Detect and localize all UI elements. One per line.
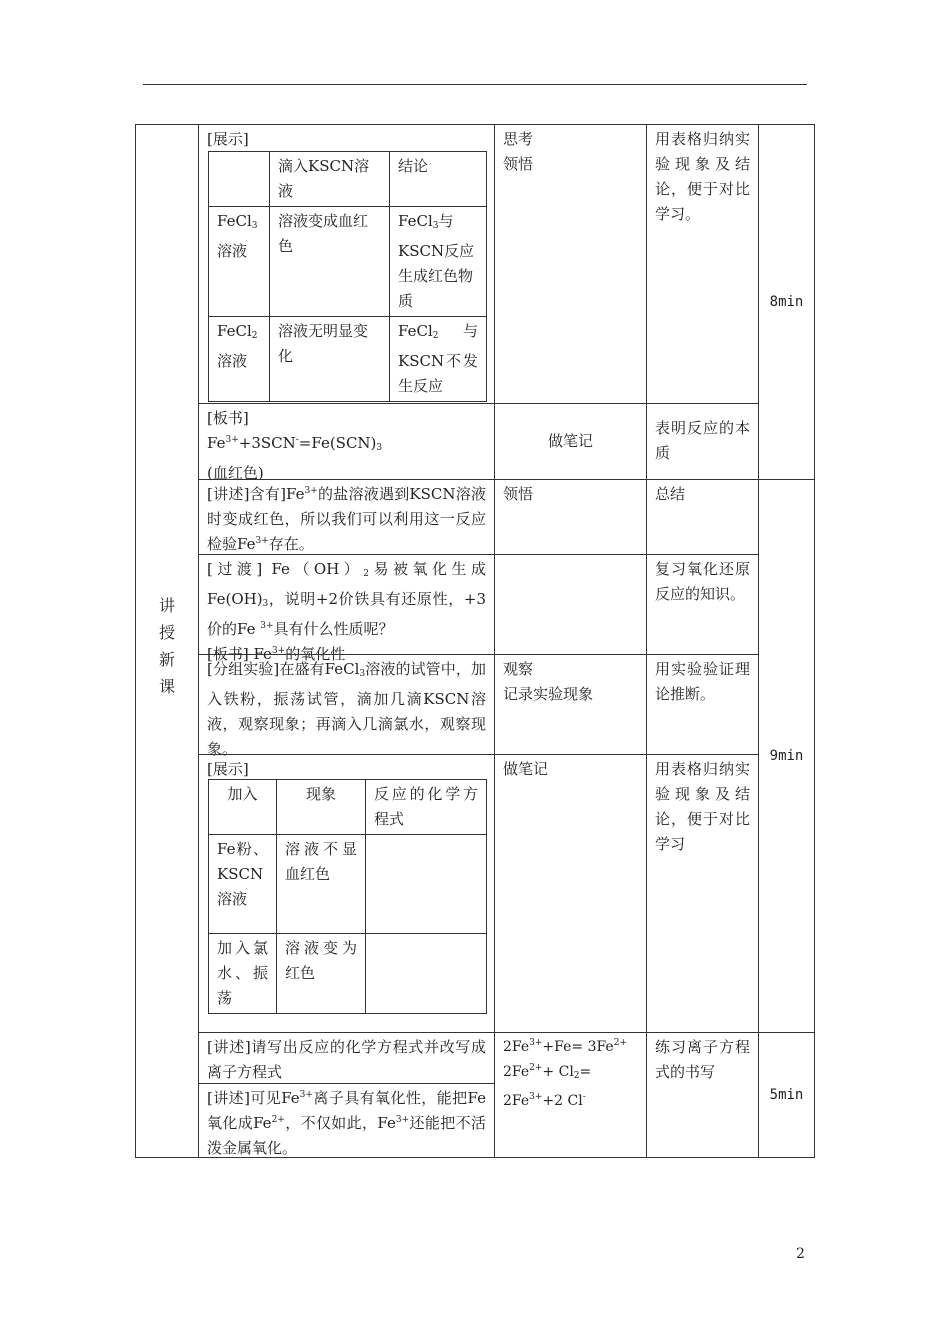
table-header-cell: 结论 <box>390 152 487 207</box>
student-text: 思考 <box>503 130 534 148</box>
ionic-equation: $2Fe^{3+}+2$ Cl- <box>503 1092 586 1109</box>
table-cell <box>366 835 487 934</box>
intent-cell-3 <box>646 479 759 555</box>
time-cell-3 <box>758 1032 815 1158</box>
teacher-cell-narrate-1: [讲述]含有]$Fe^{3+}$的盐溶液遇到KSCN溶液时变成红色，所以我们可以利用这一反应检验$Fe^{3+}$存在。 <box>198 479 495 555</box>
table-cell: FeCl$_3$溶液 <box>209 207 270 317</box>
table-cell: FeCl$_3$与KSCN反应生成红色物质 <box>390 207 487 317</box>
section-label <box>136 592 198 700</box>
time-value: 8min <box>769 293 804 310</box>
student-text: 记录实验现象 <box>503 685 594 703</box>
table-header-cell <box>209 152 270 207</box>
block-title: [展示] <box>207 760 249 778</box>
time-cell-1 <box>758 124 815 480</box>
oxidation-table <box>208 779 487 1014</box>
table-header-cell: 滴入KSCN溶液 <box>270 152 390 207</box>
table-cell: Fe粉、KSCN溶液 <box>209 835 277 934</box>
intent-text: 复习氧化还原反应的知识。 <box>655 560 750 603</box>
equation-note: (血红色) <box>207 464 264 482</box>
time-value: 5min <box>769 1086 804 1103</box>
student-text: 做笔记 <box>503 760 549 778</box>
table-cell: FeCl$_2$溶液 <box>209 317 270 402</box>
header-rule <box>143 84 807 85</box>
teacher-cell-experiment: [分组实验]在盛有FeCl$_3$溶液的试管中，加入铁粉，振荡试管，滴加几滴KSCN溶液，观察现象；再滴入几滴氯水，观察现象。 <box>198 654 495 755</box>
section-char: 新 <box>158 650 175 669</box>
section-char: 课 <box>158 677 175 696</box>
transition-text: [过渡] $Fe(OH)_2$易被氧化生成$Fe(OH)_3$，说明+2价铁具有还原性，+3价的Fe $^{3+}$具有什么性质呢？ <box>207 560 486 638</box>
section-char: 讲 <box>158 596 175 615</box>
ionic-equation: $2Fe^{3+}+Fe= 3Fe^{2+}$ <box>503 1038 627 1055</box>
student-text: 做笔记 <box>547 432 593 450</box>
intent-cell-1 <box>646 124 759 404</box>
table-row <box>209 835 487 934</box>
table-header-cell: 加入 <box>209 780 277 835</box>
student-cell-5 <box>494 654 647 755</box>
teacher-cell-narrate-2: [讲述]请写出反应的化学方程式并改写成离子方程式 <box>198 1032 495 1084</box>
intent-cell-2 <box>646 403 759 480</box>
student-cell-6 <box>494 754 647 1033</box>
student-cell-4 <box>494 554 647 655</box>
kscn-table <box>208 151 487 402</box>
time-cell-2 <box>758 479 815 1033</box>
table-header-cell: 现象 <box>277 780 366 835</box>
table-cell: 溶液变为红色 <box>277 934 366 1014</box>
table-cell: 加入氯水、振荡 <box>209 934 277 1014</box>
ionic-equation: $2Fe^{2+}+ Cl_2=$ <box>503 1063 592 1081</box>
table-row <box>209 317 487 402</box>
intent-text: 表明反应的本质 <box>655 419 750 462</box>
intent-text: 用表格归纳实验现象及结论，便于对比学习。 <box>655 130 750 223</box>
table-cell: 溶液变成血红色 <box>270 207 390 317</box>
intent-text: 总结 <box>655 485 686 503</box>
student-text: 领悟 <box>503 155 534 173</box>
teacher-cell-board-1 <box>198 403 495 480</box>
table-header-cell: 反应的化学方程式 <box>366 780 487 835</box>
table-cell: FeCl$_2$与KSCN不发生反应 <box>390 317 487 402</box>
intent-text: 用实验验证理论推断。 <box>655 660 750 703</box>
table-header-row <box>209 780 487 835</box>
teacher-cell-narrate-3: [讲述]可见$Fe^{3+}$离子具有氧化性，能把Fe氧化成$Fe^{2+}$，不仅如此，$Fe^{3+}$还能把不活泼金属氧化。 <box>198 1083 495 1158</box>
table-cell <box>366 934 487 1014</box>
student-text: 观察 <box>503 660 534 678</box>
table-header-row <box>209 152 487 207</box>
table-row <box>209 934 487 1014</box>
intent-text: 练习离子方程式的书写 <box>655 1038 750 1081</box>
page-number: 2 <box>796 1246 805 1262</box>
table-cell: 溶液无明显变化 <box>270 317 390 402</box>
time-value: 9min <box>769 747 804 764</box>
intent-cell-7 <box>646 1032 759 1158</box>
student-cell-7 <box>494 1032 647 1158</box>
table-cell: 溶液不显血红色 <box>277 835 366 934</box>
intent-cell-4 <box>646 554 759 655</box>
teacher-cell-transition <box>198 554 495 663</box>
intent-cell-6 <box>646 754 759 1033</box>
student-cell-3 <box>494 479 647 555</box>
intent-cell-5 <box>646 654 759 755</box>
section-char: 授 <box>158 623 175 642</box>
student-text: 领悟 <box>503 485 534 503</box>
board-text: [板书] $Fe^{3+}$的氧化性 <box>207 645 346 663</box>
block-title: [展示] <box>207 130 249 148</box>
student-cell-2 <box>494 403 647 480</box>
equation: $Fe^{3+}+3SCN^-=Fe(SCN)_3$ <box>207 434 383 453</box>
block-title: [板书] <box>207 409 249 427</box>
table-row <box>209 207 487 317</box>
intent-text: 用表格归纳实验现象及结论，便于对比学习 <box>655 760 750 853</box>
student-cell-1 <box>494 124 647 404</box>
